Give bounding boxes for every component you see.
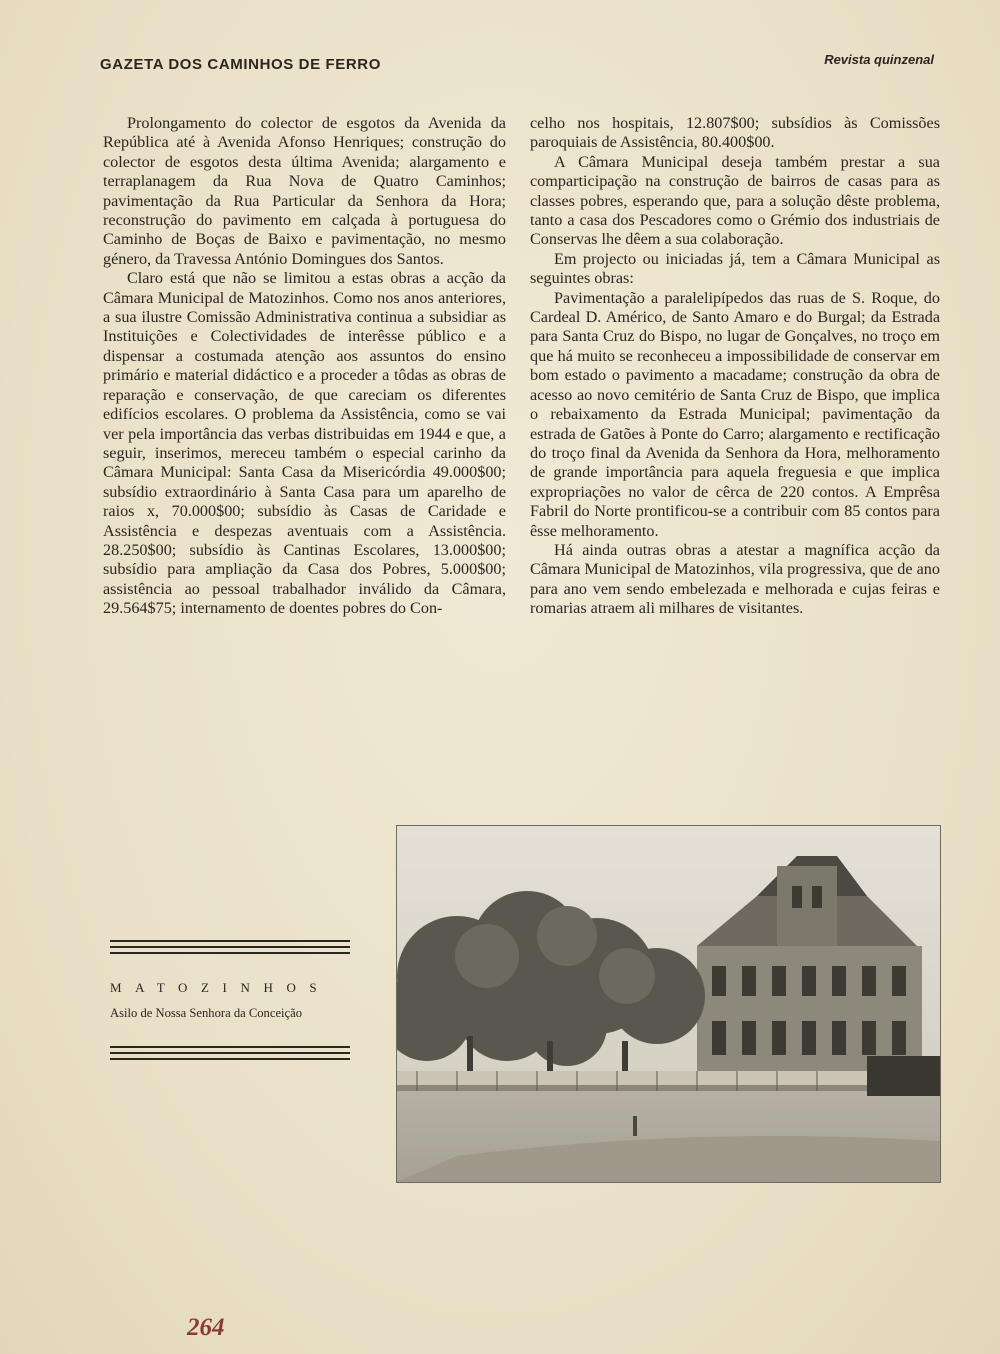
paragraph: Em projecto ou iniciadas já, tem a Câmara Municipal as seguintes obras: (530, 249, 940, 288)
paragraph: Claro está que não se limitou a estas obras a acção da Câmara Municipal de Matozinhos. Como nos anos anteriores, a sua ilustre Comissão Administrativa continua a subsidiar as Instituições e Colectividades de interêsse público e a dispensar a costumada atenção aos assuntos do ensino primário e material didáctico e a proceder a tôdas as obras de reparação e conservação, de que careciam os diferentes edifícios escolares. O problema da Assistência, como se vai ver pela importância das verbas distribuidas em 1944 e que, a seguir, inserimos, mereceu também o especial carinho da Câmara Municipal: Santa Casa da Misericórdia 49.000$00; subsídio extraordinário à Santa Casa para um aparelho de raios x, 70.000$00; subsídio às Casas de Caridade e Assistência e despezas aventuais com a Assistência. 28.250$00; subsídio às Cantinas Escolares, 13.000$00; subsídio para ampliação da Casa dos Pobres, 5.000$00; assistência ao pessoal trabalhador inválido da Câmara, 29.564$75; internamento de doentes pobres do Con- (103, 269, 506, 618)
paragraph: Há ainda outras obras a atestar a magnífica acção da Câmara Municipal de Matozinhos, vila progressiva, que de ano para ano vem sendo embelezada e melhorada e cujas feiras e romarias atraem ali milhares de visitantes. (530, 540, 940, 618)
page-number: 264 (187, 1314, 225, 1341)
right-text-column (530, 114, 940, 619)
paragraph: Pavimentação a paralelipípedos das ruas de S. Roque, do Cardeal D. Américo, de Santo Amaro e do Burgal; da Estrada para Santa Cruz do Bispo, no lugar de Gonçalves, no troço em que há muito se reconheceu a impossibilidade de conservar em bom estado o pavimento a macadame; construção da obra de acesso ao novo cemitério de Santa Cruz de Bispo, que implica o rebaixamento da Estrada Municipal; pavimentação da estrada de Gatões à Ponte do Carro; alargamento e rectificação do troço final da Avenida da Senhora da Hora, melhoramento de grande importância para aquela freguesia e que implica expropriações no valor de cêrca de 220 contos. A Emprêsa Fabril do Norte prontificou-se a contribuir com 85 contos para êsse melhoramento. (530, 288, 940, 540)
photo-caption (110, 940, 350, 1066)
magazine-title: GAZETA DOS CAMINHOS DE FERRO (100, 56, 381, 73)
paragraph: Prolongamento do colector de esgotos da Avenida da República até à Avenida Afonso Henriques; construção do colector de esgotos desta última Avenida; alargamento e terraplanagem da Rua Nova de Quatro Caminhos; pavimentação da Rua Particular da Senhora da Hora; reconstrução do pavimento em calçada à portuguesa do Caminho de Boças de Baixo e pavimentação, no mesmo género, da Travessa António Domingues dos Santos. (103, 114, 506, 268)
building-photograph (396, 825, 941, 1183)
caption-subtitle: Asilo de Nossa Senhora da Conceição (110, 1006, 303, 1020)
caption-title: MATOZINHOS (110, 980, 331, 995)
left-text-column (103, 114, 506, 619)
paragraph: celho nos hospitais, 12.807$00; subsídios às Comissões paroquiais de Assistência, 80.400$00. (530, 114, 940, 152)
caption-bottom-rule (110, 1046, 350, 1064)
paragraph: A Câmara Municipal deseja também prestar a sua comparticipação na construção de bairros de casas para as classes pobres, esperando que, para a solução dêste problema, tanto a casa dos Pescadores como o Grémio dos industriais de Conservas lhe dêem a sua colaboração. (530, 152, 940, 249)
caption-top-rule (110, 940, 350, 958)
magazine-subtitle: Revista quinzenal (824, 52, 934, 67)
